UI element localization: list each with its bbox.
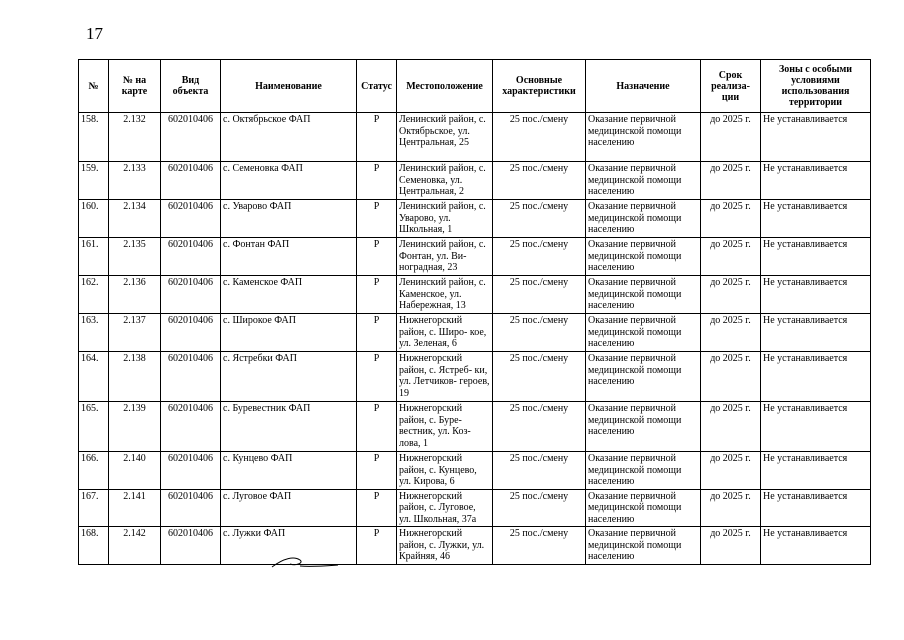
cell-zones: Не устанавливается	[761, 276, 871, 314]
cell-zones: Не устанавливается	[761, 238, 871, 276]
cell-characteristics: 25 пос./смену	[493, 162, 586, 200]
table-row	[79, 489, 871, 527]
cell-location: Ленинский район, с. Каменское, ул. Набережная, 13	[397, 276, 493, 314]
cell-name: с. Широкое ФАП	[221, 314, 357, 352]
cell-characteristics: 25 пос./смену	[493, 527, 586, 565]
cell-name: с. Уварово ФАП	[221, 200, 357, 238]
header-location: Местоположение	[397, 60, 493, 113]
cell-object-type: 602010406	[161, 527, 221, 565]
cell-status: Р	[357, 452, 397, 490]
cell-purpose: Оказание первичной медицинской помощи населению	[586, 489, 701, 527]
cell-object-type: 602010406	[161, 276, 221, 314]
cell-status: Р	[357, 527, 397, 565]
cell-object-type: 602010406	[161, 352, 221, 402]
cell-status: Р	[357, 402, 397, 452]
cell-object-type: 602010406	[161, 200, 221, 238]
cell-characteristics: 25 пос./смену	[493, 113, 586, 162]
cell-object-type: 602010406	[161, 452, 221, 490]
header-characteristics: Основные характеристики	[493, 60, 586, 113]
cell-purpose: Оказание первичной медицинской помощи населению	[586, 352, 701, 402]
table-row	[79, 314, 871, 352]
table-row	[79, 113, 871, 162]
cell-object-type: 602010406	[161, 162, 221, 200]
cell-name: с. Буревестник ФАП	[221, 402, 357, 452]
cell-name: с. Луговое ФАП	[221, 489, 357, 527]
cell-status: Р	[357, 113, 397, 162]
cell-num: 165.	[79, 402, 109, 452]
cell-zones: Не устанавливается	[761, 489, 871, 527]
cell-term: до 2025 г.	[701, 113, 761, 162]
cell-map-num: 2.140	[109, 452, 161, 490]
cell-num: 167.	[79, 489, 109, 527]
table-row	[79, 352, 871, 402]
facilities-table	[78, 59, 871, 565]
cell-zones: Не устанавливается	[761, 402, 871, 452]
cell-map-num: 2.139	[109, 402, 161, 452]
cell-map-num: 2.133	[109, 162, 161, 200]
cell-status: Р	[357, 489, 397, 527]
cell-num: 159.	[79, 162, 109, 200]
header-name: Наименование	[221, 60, 357, 113]
header-map-num: № на карте	[109, 60, 161, 113]
cell-map-num: 2.142	[109, 527, 161, 565]
cell-zones: Не устанавливается	[761, 113, 871, 162]
cell-location: Нижнегорский район, с. Луговое, ул. Школьная, 37а	[397, 489, 493, 527]
cell-zones: Не устанавливается	[761, 162, 871, 200]
cell-map-num: 2.136	[109, 276, 161, 314]
cell-zones: Не устанавливается	[761, 200, 871, 238]
cell-location: Ленинский район, с. Семеновка, ул. Центральная, 2	[397, 162, 493, 200]
cell-term: до 2025 г.	[701, 238, 761, 276]
cell-purpose: Оказание первичной медицинской помощи населению	[586, 200, 701, 238]
cell-term: до 2025 г.	[701, 527, 761, 565]
header-purpose: Назначение	[586, 60, 701, 113]
cell-num: 160.	[79, 200, 109, 238]
cell-num: 162.	[79, 276, 109, 314]
cell-purpose: Оказание первичной медицинской помощи населению	[586, 113, 701, 162]
cell-name: с. Семеновка ФАП	[221, 162, 357, 200]
table-row	[79, 527, 871, 565]
cell-characteristics: 25 пос./смену	[493, 489, 586, 527]
cell-num: 168.	[79, 527, 109, 565]
cell-location: Ленинский район, с. Фонтан, ул. Ви- ноградная, 23	[397, 238, 493, 276]
signature-stroke	[270, 554, 340, 570]
cell-name: с. Кунцево ФАП	[221, 452, 357, 490]
table-row	[79, 402, 871, 452]
cell-term: до 2025 г.	[701, 276, 761, 314]
cell-zones: Не устанавливается	[761, 452, 871, 490]
header-status: Статус	[357, 60, 397, 113]
cell-status: Р	[357, 352, 397, 402]
cell-num: 166.	[79, 452, 109, 490]
cell-purpose: Оказание первичной медицинской помощи населению	[586, 314, 701, 352]
header-zones: Зоны с особыми условиями использования территории	[761, 60, 871, 113]
cell-purpose: Оказание первичной медицинской помощи населению	[586, 452, 701, 490]
cell-zones: Не устанавливается	[761, 314, 871, 352]
cell-term: до 2025 г.	[701, 200, 761, 238]
cell-purpose: Оказание первичной медицинской помощи населению	[586, 238, 701, 276]
cell-num: 164.	[79, 352, 109, 402]
table-body	[79, 113, 871, 565]
cell-status: Р	[357, 238, 397, 276]
cell-num: 161.	[79, 238, 109, 276]
cell-characteristics: 25 пос./смену	[493, 276, 586, 314]
header-term: Срок реализа- ции	[701, 60, 761, 113]
cell-object-type: 602010406	[161, 238, 221, 276]
cell-name: с. Лужки ФАП	[221, 527, 357, 565]
cell-name: с. Фонтан ФАП	[221, 238, 357, 276]
cell-term: до 2025 г.	[701, 314, 761, 352]
cell-characteristics: 25 пос./смену	[493, 452, 586, 490]
cell-zones: Не устанавливается	[761, 352, 871, 402]
cell-status: Р	[357, 162, 397, 200]
cell-purpose: Оказание первичной медицинской помощи населению	[586, 162, 701, 200]
cell-status: Р	[357, 276, 397, 314]
cell-characteristics: 25 пос./смену	[493, 238, 586, 276]
table-row	[79, 200, 871, 238]
cell-num: 163.	[79, 314, 109, 352]
cell-location: Нижнегорский район, с. Буре- вестник, ул. Коз- лова, 1	[397, 402, 493, 452]
cell-purpose: Оказание первичной медицинской помощи населению	[586, 402, 701, 452]
table-row	[79, 276, 871, 314]
cell-map-num: 2.141	[109, 489, 161, 527]
table-row	[79, 238, 871, 276]
cell-map-num: 2.137	[109, 314, 161, 352]
table-row	[79, 162, 871, 200]
header-object-type: Вид объекта	[161, 60, 221, 113]
cell-object-type: 602010406	[161, 402, 221, 452]
cell-object-type: 602010406	[161, 113, 221, 162]
cell-term: до 2025 г.	[701, 489, 761, 527]
cell-term: до 2025 г.	[701, 162, 761, 200]
cell-location: Нижнегорский район, с. Кунцево, ул. Кирова, 6	[397, 452, 493, 490]
header-num: №	[79, 60, 109, 113]
cell-map-num: 2.138	[109, 352, 161, 402]
cell-map-num: 2.132	[109, 113, 161, 162]
cell-term: до 2025 г.	[701, 402, 761, 452]
cell-term: до 2025 г.	[701, 352, 761, 402]
cell-status: Р	[357, 200, 397, 238]
cell-purpose: Оказание первичной медицинской помощи населению	[586, 527, 701, 565]
cell-num: 158.	[79, 113, 109, 162]
cell-status: Р	[357, 314, 397, 352]
cell-object-type: 602010406	[161, 489, 221, 527]
cell-name: с. Каменское ФАП	[221, 276, 357, 314]
cell-object-type: 602010406	[161, 314, 221, 352]
cell-name: с. Октябрьское ФАП	[221, 113, 357, 162]
cell-location: Нижнегорский район, с. Лужки, ул. Крайняя, 46	[397, 527, 493, 565]
cell-location: Нижнегорский район, с. Ястреб- ки, ул. Летчиков- героев, 19	[397, 352, 493, 402]
cell-map-num: 2.135	[109, 238, 161, 276]
table-row	[79, 452, 871, 490]
cell-characteristics: 25 пос./смену	[493, 200, 586, 238]
table-header-row	[79, 60, 871, 113]
cell-characteristics: 25 пос./смену	[493, 352, 586, 402]
page-number: 17	[86, 24, 103, 43]
cell-location: Ленинский район, с. Уварово, ул. Школьная, 1	[397, 200, 493, 238]
cell-zones: Не устанавливается	[761, 527, 871, 565]
cell-location: Нижнегорский район, с. Широ- кое, ул. Зеленая, 6	[397, 314, 493, 352]
cell-purpose: Оказание первичной медицинской помощи населению	[586, 276, 701, 314]
cell-characteristics: 25 пос./смену	[493, 314, 586, 352]
cell-map-num: 2.134	[109, 200, 161, 238]
cell-name: с. Ястребки ФАП	[221, 352, 357, 402]
cell-location: Ленинский район, с. Октябрьское, ул. Центральная, 25	[397, 113, 493, 162]
cell-characteristics: 25 пос./смену	[493, 402, 586, 452]
cell-term: до 2025 г.	[701, 452, 761, 490]
